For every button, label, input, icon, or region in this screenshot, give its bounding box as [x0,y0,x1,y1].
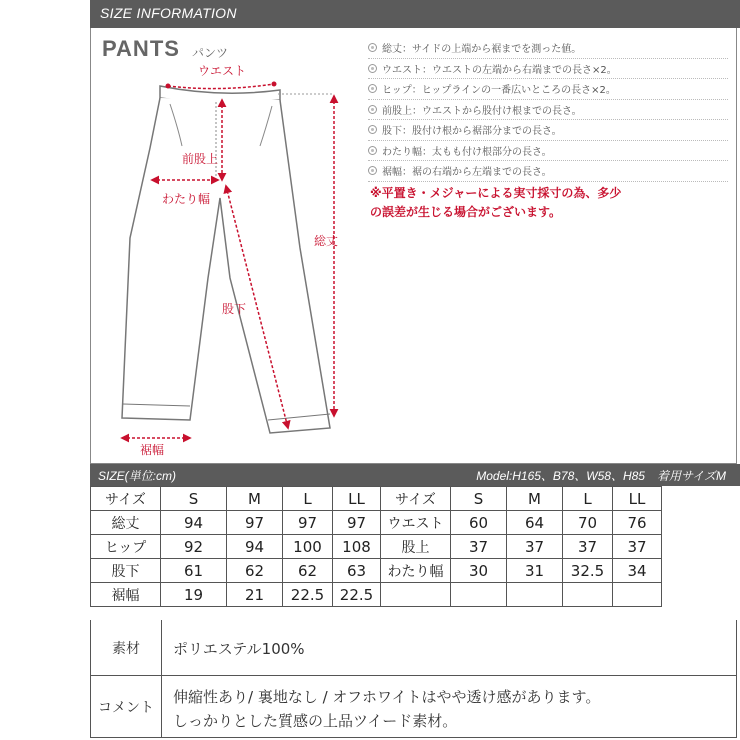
table-cell: 97 [227,511,283,535]
label-inseam: 股下 [222,302,247,316]
header-title: SIZE INFORMATION [100,5,237,21]
table-row [91,559,662,583]
label-total-length: 総丈 [314,234,339,248]
legend-item: 裾幅：裾の右端から左端までの長さ。 [368,161,728,182]
table-cell: 64 [507,511,563,535]
table-cell: 19 [161,583,227,607]
comment-row [90,676,737,738]
table-cell: 76 [613,511,662,535]
measurement-note: ※平置き・メジャーによる実寸採寸の為、多少 の誤差が生じる場合がございます。 [370,186,622,219]
label-thigh: わたり幅 [162,192,211,206]
table-cell: LL [613,487,662,511]
material-value: ポリエステル100% [173,640,305,658]
table-cell: L [563,487,613,511]
table-row-label: 股上 [381,535,451,559]
garment-title: PANTS [102,36,180,61]
bullet-icon [368,105,377,114]
legend-item: ヒップ：ヒップラインの一番広いところの長さ×2。 [368,79,728,100]
comment-line-1: 伸縮性あり/ 裏地なし / オフホワイトはやや透け感があります。 [173,688,601,706]
table-cell: 30 [451,559,507,583]
table-row-label [381,583,451,607]
bullet-icon [368,166,377,175]
table-cell [613,583,662,607]
bullet-icon [368,64,377,73]
table-cell: 94 [161,511,227,535]
comment-label: コメント [91,676,162,737]
table-cell: 97 [333,511,381,535]
table-cell: 32.5 [563,559,613,583]
table-cell: 62 [227,559,283,583]
table-cell: S [451,487,507,511]
table-cell: 94 [227,535,283,559]
table-row-label: サイズ [91,487,161,511]
table-cell [507,583,563,607]
table-cell: 92 [161,535,227,559]
table-cell: 70 [563,511,613,535]
table-cell: 62 [283,559,333,583]
material-row [90,620,737,676]
bullet-icon [368,146,377,155]
header-bar [90,0,740,28]
table-cell: S [161,487,227,511]
table-cell: 37 [451,535,507,559]
label-waist: ウエスト [198,64,247,78]
table-row [91,583,662,607]
legend-item: ウエスト：ウエストの左端から右端までの長さ×2。 [368,59,728,80]
label-hem: 裾幅 [140,443,165,457]
size-unit-label: SIZE(単位:cm) [98,469,176,483]
bullet-icon [368,125,377,134]
garment-subtitle: パンツ [192,46,229,60]
label-front-rise: 前股上 [182,152,219,166]
table-row [91,535,662,559]
pants-outline [122,98,330,433]
bullet-icon [368,84,377,93]
table-cell: 60 [451,511,507,535]
table-cell: 108 [333,535,381,559]
table-row [91,511,662,535]
table-cell: 21 [227,583,283,607]
table-row-label: 裾幅 [91,583,161,607]
table-cell: 37 [613,535,662,559]
model-info: Model:H165、B78、W58、H85 着用サイズM [476,469,726,483]
legend-item: 総丈：サイドの上端から裾までを測った値。 [368,38,728,59]
table-header-row [91,487,662,511]
measurement-legend [368,38,728,182]
pants-diagram [90,28,390,464]
table-cell [451,583,507,607]
table-cell: 100 [283,535,333,559]
legend-item: 前股上：ウエストから股付け根までの長さ。 [368,100,728,121]
table-cell: LL [333,487,381,511]
table-cell: 22.5 [283,583,333,607]
legend-item: わたり幅：太もも付け根部分の長さ。 [368,141,728,162]
table-cell: 61 [161,559,227,583]
table-cell: 31 [507,559,563,583]
table-row-label: サイズ [381,487,451,511]
legend-item: 股下：股付け根から裾部分までの長さ。 [368,120,728,141]
table-cell: 22.5 [333,583,381,607]
table-cell: M [227,487,283,511]
table-cell: 97 [283,511,333,535]
table-row-label: ヒップ [91,535,161,559]
table-row-label: 股下 [91,559,161,583]
table-cell: 37 [563,535,613,559]
table-cell: 37 [507,535,563,559]
table-cell [563,583,613,607]
table-cell: 34 [613,559,662,583]
waist-arrow [168,84,274,89]
material-label: 素材 [91,620,162,675]
table-row-label: ウエスト [381,511,451,535]
comment-line-2: しっかりとした質感の上品ツイード素材。 [173,712,458,730]
bullet-icon [368,43,377,52]
table-row-label: 総丈 [91,511,161,535]
table-cell: 63 [333,559,381,583]
size-bar [90,464,740,486]
size-table [90,486,662,607]
table-row-label: わたり幅 [381,559,451,583]
table-cell: M [507,487,563,511]
table-cell: L [283,487,333,511]
